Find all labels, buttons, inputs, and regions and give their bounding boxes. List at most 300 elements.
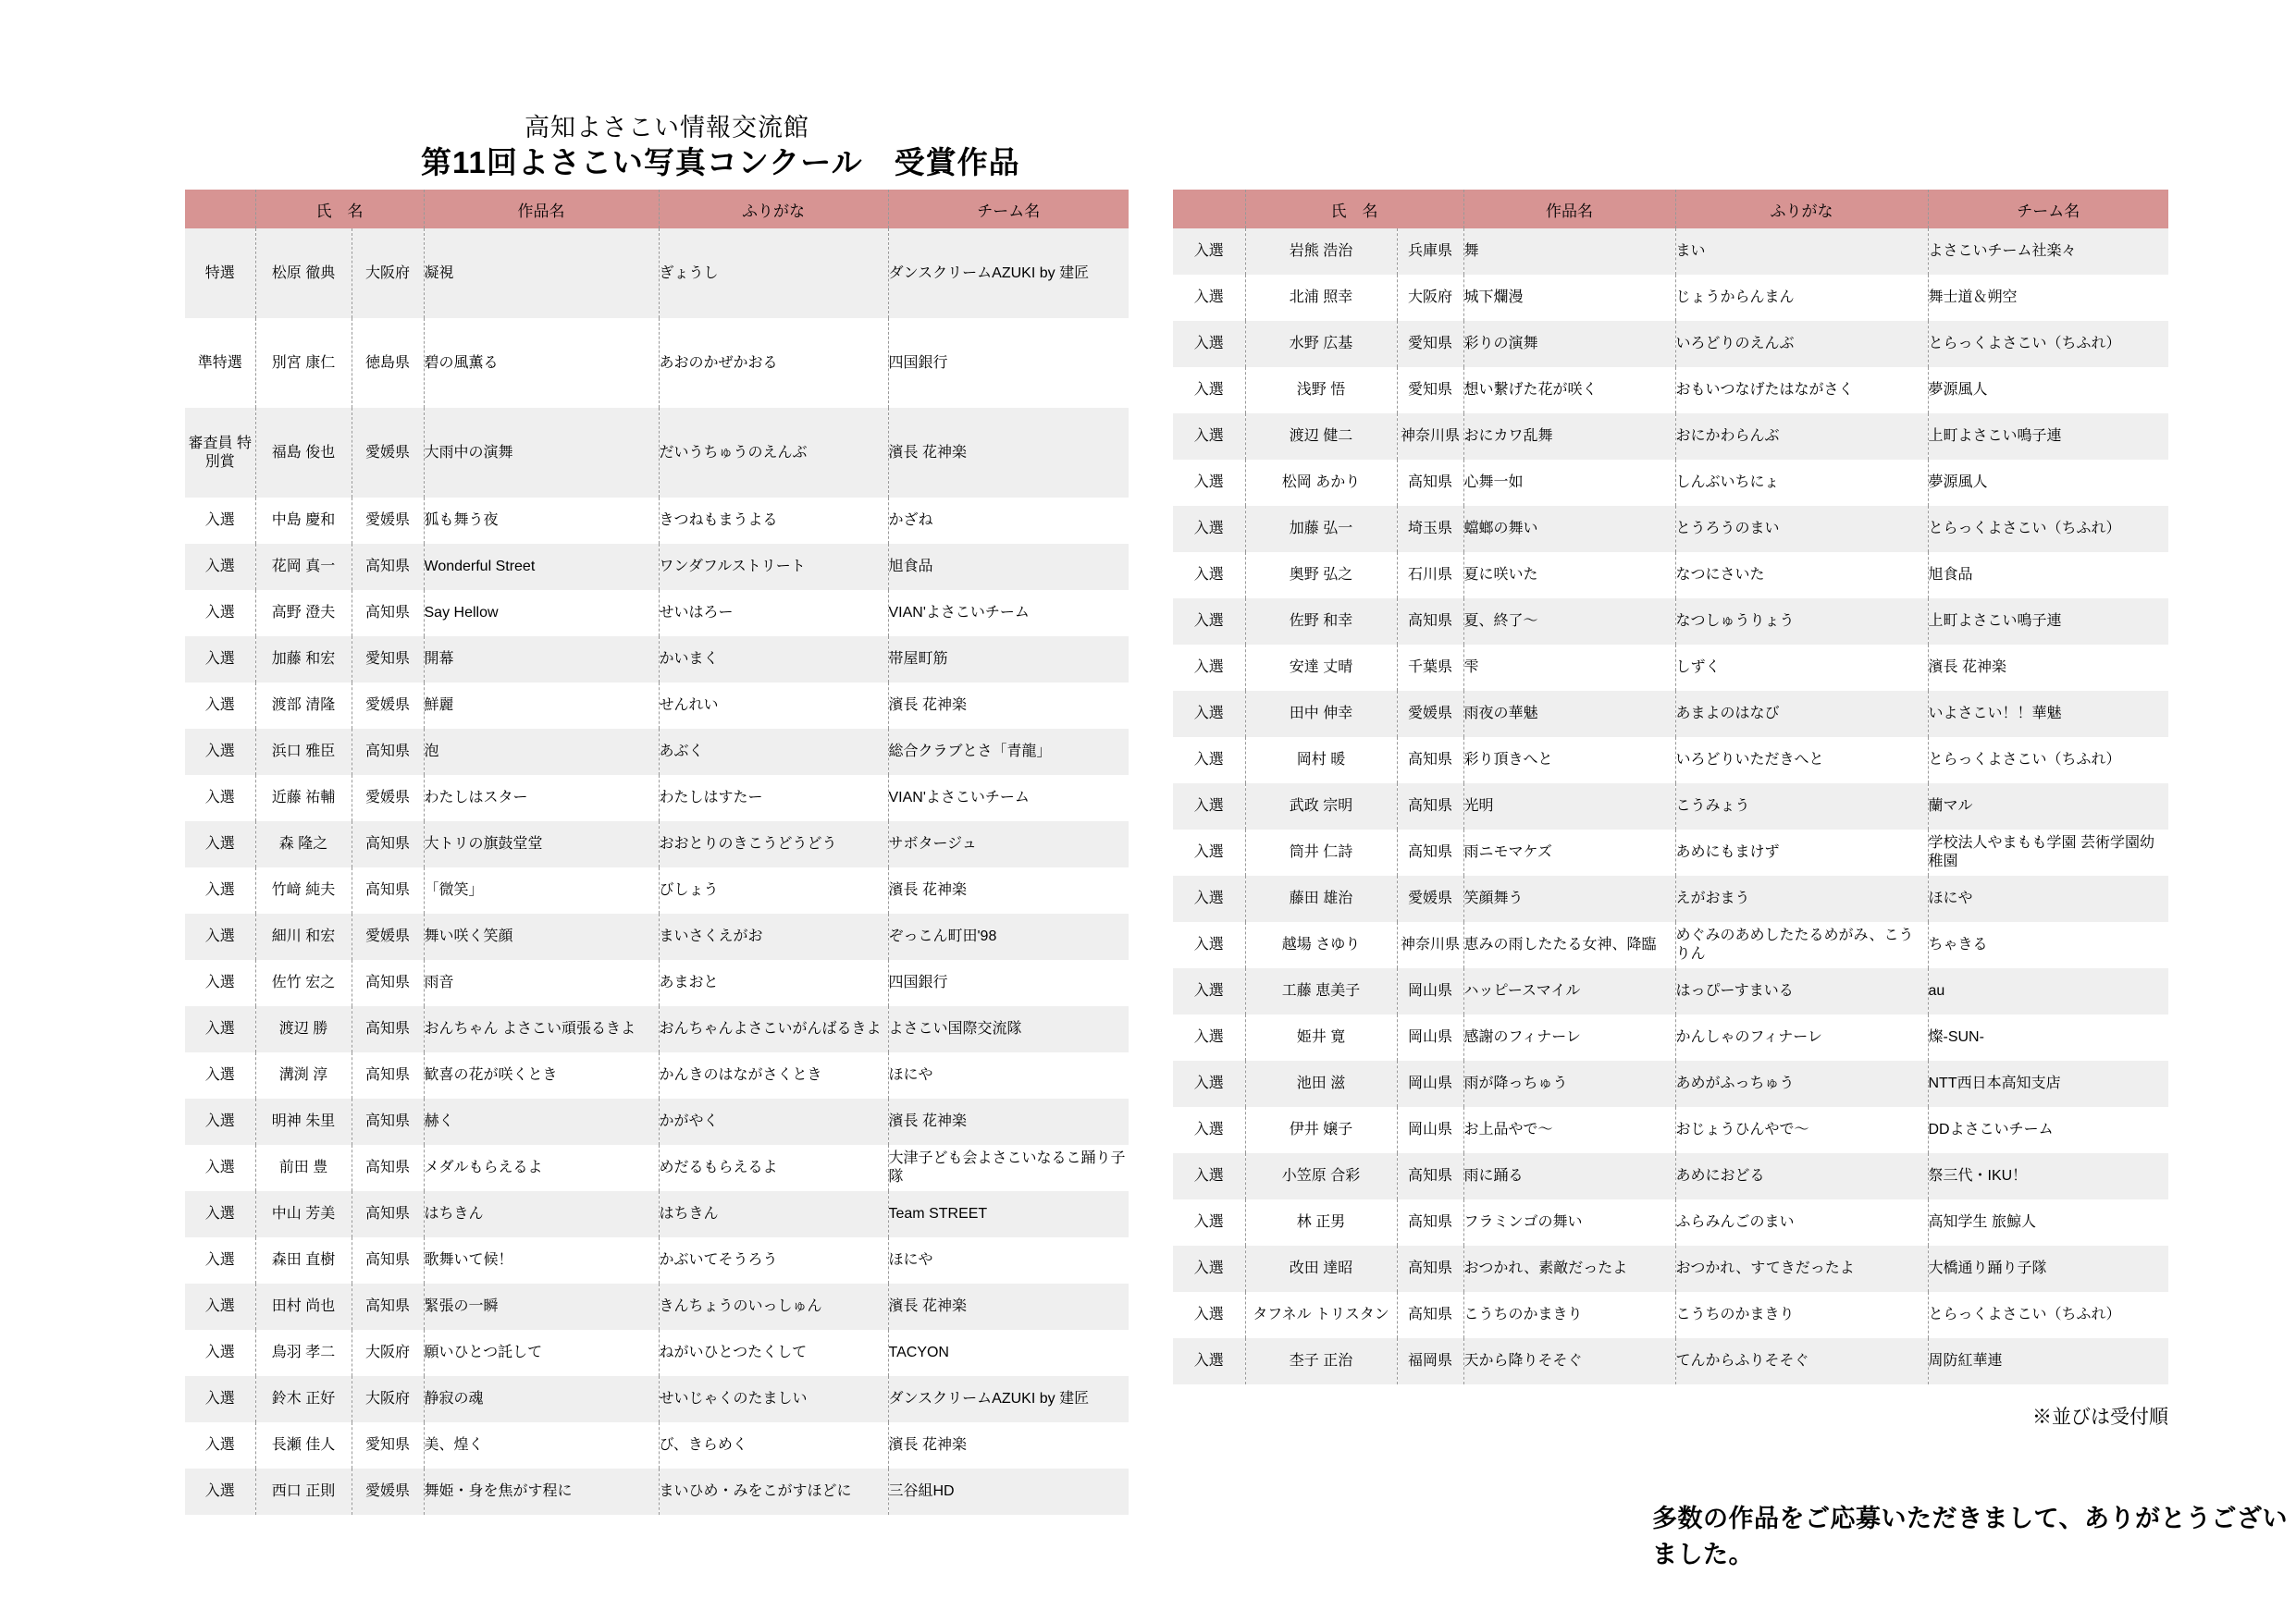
entrant-name-cell: 改田 達昭 <box>1245 1246 1397 1292</box>
entrant-name-cell: 浜口 雅臣 <box>255 729 352 775</box>
entrant-name-cell: 林 正男 <box>1245 1199 1397 1246</box>
furigana-cell: せいじゃくのたましい <box>659 1376 888 1422</box>
table-row <box>1173 922 2168 968</box>
team-name-cell: 旭食品 <box>888 544 1129 590</box>
work-title-cell: 彩りの演舞 <box>1463 321 1675 367</box>
furigana-cell: あまよのはなび <box>1675 691 1928 737</box>
award-cell: 入選 <box>185 960 255 1006</box>
prefecture-cell: 愛媛県 <box>352 1469 424 1515</box>
team-name-cell: とらっくよさこい（ちふれ） <box>1928 321 2168 367</box>
furigana-cell: かいまく <box>659 636 888 682</box>
work-title-cell: 狐も舞う夜 <box>424 498 659 544</box>
award-cell: 入選 <box>1173 1246 1245 1292</box>
furigana-cell: はっぴーすまいる <box>1675 968 1928 1014</box>
table-row <box>185 1191 1129 1237</box>
furigana-cell: あおのかぜかおる <box>659 318 888 408</box>
furigana-cell: おにかわらんぶ <box>1675 413 1928 460</box>
entrant-name-cell: 田村 尚也 <box>255 1284 352 1330</box>
furigana-cell: はちきん <box>659 1191 888 1237</box>
work-title-cell: 雨が降っちゅう <box>1463 1061 1675 1107</box>
award-cell: 入選 <box>1173 1107 1245 1153</box>
entrant-name-cell: 筒井 仁詩 <box>1245 830 1397 876</box>
table-row <box>1173 1107 2168 1153</box>
prefecture-cell: 高知県 <box>352 1237 424 1284</box>
prefecture-cell: 愛知県 <box>352 636 424 682</box>
prefecture-cell: 徳島県 <box>352 318 424 408</box>
award-cell: 入選 <box>185 821 255 867</box>
furigana-cell: まいひめ・みをこがすほどに <box>659 1469 888 1515</box>
work-title-cell: 凝視 <box>424 228 659 318</box>
prefecture-cell: 高知県 <box>352 1191 424 1237</box>
team-name-cell: 旭食品 <box>1928 552 2168 598</box>
entrant-name-cell: 池田 滋 <box>1245 1061 1397 1107</box>
work-title-cell: はちきん <box>424 1191 659 1237</box>
work-title-cell: 赫く <box>424 1099 659 1145</box>
prefecture-cell: 大阪府 <box>352 1376 424 1422</box>
prefecture-cell: 愛知県 <box>1397 367 1463 413</box>
furigana-cell: だいうちゅうのえんぶ <box>659 408 888 498</box>
work-title-cell: 開幕 <box>424 636 659 682</box>
furigana-cell: いろどりいただきへと <box>1675 737 1928 783</box>
kana-column-header: ふりがな <box>659 190 888 228</box>
table-row <box>1173 1199 2168 1246</box>
table-row <box>185 1237 1129 1284</box>
team-name-cell: よさこい国際交流隊 <box>888 1006 1129 1052</box>
prefecture-cell: 愛知県 <box>1397 321 1463 367</box>
entrant-name-cell: 松岡 あかり <box>1245 460 1397 506</box>
table-row <box>1173 460 2168 506</box>
table-row <box>1173 783 2168 830</box>
award-cell: 入選 <box>1173 367 1245 413</box>
award-cell: 入選 <box>1173 691 1245 737</box>
team-name-cell: 燦-SUN- <box>1928 1014 2168 1061</box>
awards-table-left <box>185 190 1129 1515</box>
prefecture-cell: 大阪府 <box>352 1330 424 1376</box>
team-name-cell: 夢源風人 <box>1928 367 2168 413</box>
team-name-cell: VIAN'よさこいチーム <box>888 775 1129 821</box>
prefecture-cell: 愛媛県 <box>1397 691 1463 737</box>
award-cell: 入選 <box>1173 1338 1245 1384</box>
prefecture-cell: 高知県 <box>1397 737 1463 783</box>
team-column-header: チーム名 <box>1928 190 2168 228</box>
work-title-cell: 泡 <box>424 729 659 775</box>
entrant-name-cell: 奥野 弘之 <box>1245 552 1397 598</box>
work-title-cell: わたしはスター <box>424 775 659 821</box>
prefecture-cell: 高知県 <box>1397 1292 1463 1338</box>
furigana-cell: あぶく <box>659 729 888 775</box>
team-name-cell: ダンスクリームAZUKI by 建匠 <box>888 228 1129 318</box>
award-cell: 入選 <box>1173 275 1245 321</box>
furigana-cell: ワンダフルストリート <box>659 544 888 590</box>
award-cell: 入選 <box>1173 460 1245 506</box>
furigana-cell: なつしゅうりょう <box>1675 598 1928 645</box>
entrant-name-cell: 小笠原 合彩 <box>1245 1153 1397 1199</box>
work-title-cell: メダルもらえるよ <box>424 1145 659 1191</box>
team-name-cell: 高知学生 旅鯨人 <box>1928 1199 2168 1246</box>
prefecture-cell: 高知県 <box>352 1052 424 1099</box>
entrant-name-cell: 越場 さゆり <box>1245 922 1397 968</box>
work-title-cell: おつかれ、素敵だったよ <box>1463 1246 1675 1292</box>
entrant-name-cell: 森 隆之 <box>255 821 352 867</box>
work-title-cell: こうちのかまきり <box>1463 1292 1675 1338</box>
prefecture-cell: 高知県 <box>352 960 424 1006</box>
table-row <box>1173 275 2168 321</box>
table-row <box>1173 552 2168 598</box>
furigana-cell: かんきのはながさくとき <box>659 1052 888 1099</box>
team-name-cell: 濱長 花神楽 <box>888 1422 1129 1469</box>
table-row <box>185 318 1129 408</box>
work-title-cell: おにカワ乱舞 <box>1463 413 1675 460</box>
order-note: ※並びは受付順 <box>2032 1407 2168 1428</box>
furigana-cell: かんしゃのフィナーレ <box>1675 1014 1928 1061</box>
prefecture-cell: 千葉県 <box>1397 645 1463 691</box>
table-row <box>185 544 1129 590</box>
entrant-name-cell: 加藤 和宏 <box>255 636 352 682</box>
team-name-cell: よさこいチーム社楽々 <box>1928 228 2168 275</box>
table-row <box>1173 506 2168 552</box>
table-header-row <box>1173 190 2168 228</box>
entrant-name-cell: 渡部 清隆 <box>255 682 352 729</box>
entrant-name-cell: 岩熊 浩治 <box>1245 228 1397 275</box>
work-title-cell: 夏に咲いた <box>1463 552 1675 598</box>
team-name-cell: 濱長 花神楽 <box>888 1099 1129 1145</box>
prefecture-cell: 高知県 <box>1397 783 1463 830</box>
entrant-name-cell: 水野 広基 <box>1245 321 1397 367</box>
work-title-cell: 舞い咲く笑顔 <box>424 914 659 960</box>
prefecture-cell: 高知県 <box>352 1284 424 1330</box>
table-header-row <box>185 190 1129 228</box>
award-column-header <box>1173 190 1245 228</box>
entrant-name-cell: 森田 直樹 <box>255 1237 352 1284</box>
entrant-name-cell: 長瀬 佳人 <box>255 1422 352 1469</box>
work-title-cell: 静寂の魂 <box>424 1376 659 1422</box>
table-row <box>185 1284 1129 1330</box>
prefecture-cell: 岡山県 <box>1397 1107 1463 1153</box>
furigana-cell: てんからふりそそぐ <box>1675 1338 1928 1384</box>
table-row <box>1173 1014 2168 1061</box>
work-column-header: 作品名 <box>424 190 659 228</box>
work-title-cell: Wonderful Street <box>424 544 659 590</box>
furigana-cell: ねがいひとつたくして <box>659 1330 888 1376</box>
prefecture-cell: 高知県 <box>352 729 424 775</box>
entrant-name-cell: 中山 芳美 <box>255 1191 352 1237</box>
furigana-cell: かがやく <box>659 1099 888 1145</box>
work-title-cell: 蟷螂の舞い <box>1463 506 1675 552</box>
team-name-cell: 濱長 花神楽 <box>888 867 1129 914</box>
furigana-cell: あめにもまけず <box>1675 830 1928 876</box>
team-name-cell: 四国銀行 <box>888 960 1129 1006</box>
award-cell: 入選 <box>185 914 255 960</box>
team-name-cell: DDよさこいチーム <box>1928 1107 2168 1153</box>
furigana-cell: めぐみのあめしたたるめがみ、こうりん <box>1675 922 1928 968</box>
entrant-name-cell: 中島 慶和 <box>255 498 352 544</box>
award-cell: 入選 <box>1173 321 1245 367</box>
table-row <box>1173 1292 2168 1338</box>
furigana-cell: びしょう <box>659 867 888 914</box>
prefecture-cell: 高知県 <box>352 1145 424 1191</box>
name-column-header: 氏 名 <box>1245 190 1463 228</box>
work-title-cell: おんちゃん よさこい頑張るきよ <box>424 1006 659 1052</box>
table-row <box>185 867 1129 914</box>
entrant-name-cell: 佐竹 宏之 <box>255 960 352 1006</box>
team-name-cell: 上町よさこい鳴子連 <box>1928 598 2168 645</box>
table-row <box>1173 737 2168 783</box>
work-title-cell: 城下爛漫 <box>1463 275 1675 321</box>
work-title-cell: 碧の風薫る <box>424 318 659 408</box>
work-title-cell: 鮮麗 <box>424 682 659 729</box>
award-cell: 入選 <box>185 590 255 636</box>
table-row <box>185 636 1129 682</box>
prefecture-cell: 兵庫県 <box>1397 228 1463 275</box>
team-name-cell: ほにや <box>888 1237 1129 1284</box>
team-name-cell: TACYON <box>888 1330 1129 1376</box>
award-cell: 入選 <box>185 1145 255 1191</box>
award-cell: 入選 <box>185 775 255 821</box>
team-name-cell: au <box>1928 968 2168 1014</box>
entrant-name-cell: 福島 俊也 <box>255 408 352 498</box>
table-row <box>185 1330 1129 1376</box>
table-row <box>1173 1246 2168 1292</box>
furigana-cell: あまおと <box>659 960 888 1006</box>
table-row <box>185 1422 1129 1469</box>
table-row <box>185 1099 1129 1145</box>
entrant-name-cell: 杢子 正治 <box>1245 1338 1397 1384</box>
furigana-cell: ぎょうし <box>659 228 888 318</box>
prefecture-cell: 高知県 <box>352 1099 424 1145</box>
entrant-name-cell: 明神 朱里 <box>255 1099 352 1145</box>
work-title-cell: 「微笑」 <box>424 867 659 914</box>
prefecture-cell: 高知県 <box>352 544 424 590</box>
prefecture-cell: 大阪府 <box>352 228 424 318</box>
award-cell: 入選 <box>185 1237 255 1284</box>
team-name-cell: 濱長 花神楽 <box>888 1284 1129 1330</box>
team-name-cell: ダンスクリームAZUKI by 建匠 <box>888 1376 1129 1422</box>
team-name-cell: 濱長 花神楽 <box>888 408 1129 498</box>
work-title-cell: 舞姫・身を焦がす程に <box>424 1469 659 1515</box>
kana-column-header: ふりがな <box>1675 190 1928 228</box>
team-name-cell: 大津子ども会よさこいなるこ踊り子隊 <box>888 1145 1129 1191</box>
prefecture-cell: 岡山県 <box>1397 1061 1463 1107</box>
team-name-cell: VIAN'よさこいチーム <box>888 590 1129 636</box>
prefecture-cell: 愛媛県 <box>1397 876 1463 922</box>
prefecture-cell: 愛媛県 <box>352 408 424 498</box>
furigana-cell: せんれい <box>659 682 888 729</box>
furigana-cell: しんぶいちにょ <box>1675 460 1928 506</box>
team-name-cell: 夢源風人 <box>1928 460 2168 506</box>
prefecture-cell: 石川県 <box>1397 552 1463 598</box>
entrant-name-cell: 伊井 嬢子 <box>1245 1107 1397 1153</box>
entrant-name-cell: 鳥羽 孝二 <box>255 1330 352 1376</box>
award-cell: 入選 <box>1173 228 1245 275</box>
award-cell: 入選 <box>1173 876 1245 922</box>
table-row <box>185 682 1129 729</box>
name-column-header: 氏 名 <box>255 190 424 228</box>
work-title-cell: 歓喜の花が咲くとき <box>424 1052 659 1099</box>
entrant-name-cell: 西口 正則 <box>255 1469 352 1515</box>
prefecture-cell: 高知県 <box>1397 1153 1463 1199</box>
furigana-cell: とうろうのまい <box>1675 506 1928 552</box>
thanks-message: 多数の作品をご応募いただきまして、ありがとうございました。 <box>1652 1505 2288 1568</box>
prefecture-cell: 岡山県 <box>1397 1014 1463 1061</box>
table-row <box>185 914 1129 960</box>
table-row <box>185 1006 1129 1052</box>
award-cell: 入選 <box>185 1330 255 1376</box>
team-name-cell: NTT西日本高知支店 <box>1928 1061 2168 1107</box>
team-name-cell: 学校法人やまもも学園 芸術学園幼稚園 <box>1928 830 2168 876</box>
furigana-cell: び、きらめく <box>659 1422 888 1469</box>
team-name-cell: 舞士道＆朔空 <box>1928 275 2168 321</box>
work-title-cell: お上品やで～ <box>1463 1107 1675 1153</box>
furigana-cell: じょうからんまん <box>1675 275 1928 321</box>
furigana-cell: かぶいてそうろう <box>659 1237 888 1284</box>
prefecture-cell: 愛媛県 <box>352 498 424 544</box>
prefecture-cell: 大阪府 <box>1397 275 1463 321</box>
team-name-cell: ほにや <box>888 1052 1129 1099</box>
site-label: 高知よさこい情報交流館 <box>525 114 809 141</box>
furigana-cell: まい <box>1675 228 1928 275</box>
award-cell: 入選 <box>185 682 255 729</box>
team-name-cell: いよさこい！！華魅 <box>1928 691 2168 737</box>
table-row <box>1173 968 2168 1014</box>
prefecture-cell: 高知県 <box>352 867 424 914</box>
prefecture-cell: 福岡県 <box>1397 1338 1463 1384</box>
team-name-cell: 祭三代・IKU！ <box>1928 1153 2168 1199</box>
table-row <box>185 590 1129 636</box>
award-cell: 入選 <box>185 1099 255 1145</box>
table-row <box>185 498 1129 544</box>
prefecture-cell: 神奈川県 <box>1397 922 1463 968</box>
entrant-name-cell: 武政 宗明 <box>1245 783 1397 830</box>
table-row <box>1173 1338 2168 1384</box>
entrant-name-cell: 松原 徹典 <box>255 228 352 318</box>
entrant-name-cell: 竹﨑 純夫 <box>255 867 352 914</box>
prefecture-cell: 高知県 <box>1397 1199 1463 1246</box>
team-name-cell: かざね <box>888 498 1129 544</box>
entrant-name-cell: 安達 丈晴 <box>1245 645 1397 691</box>
award-cell: 入選 <box>185 1006 255 1052</box>
table-row <box>185 1469 1129 1515</box>
entrant-name-cell: 佐野 和幸 <box>1245 598 1397 645</box>
team-name-cell: 濱長 花神楽 <box>888 682 1129 729</box>
prefecture-cell: 愛媛県 <box>352 914 424 960</box>
team-name-cell: ぞっこん町田'98 <box>888 914 1129 960</box>
entrant-name-cell: 浅野 悟 <box>1245 367 1397 413</box>
entrant-name-cell: 渡辺 勝 <box>255 1006 352 1052</box>
table-row <box>185 729 1129 775</box>
award-cell: 特選 <box>185 228 255 318</box>
prefecture-cell: 愛媛県 <box>352 682 424 729</box>
work-title-cell: 緊張の一瞬 <box>424 1284 659 1330</box>
entrant-name-cell: 加藤 弘一 <box>1245 506 1397 552</box>
furigana-cell: おつかれ、すてきだったよ <box>1675 1246 1928 1292</box>
table-row <box>1173 321 2168 367</box>
prefecture-cell: 埼玉県 <box>1397 506 1463 552</box>
work-title-cell: 天から降りそそぐ <box>1463 1338 1675 1384</box>
team-name-cell: 四国銀行 <box>888 318 1129 408</box>
award-cell: 入選 <box>1173 506 1245 552</box>
award-cell: 入選 <box>185 729 255 775</box>
work-title-cell: 美、煌く <box>424 1422 659 1469</box>
award-cell: 入選 <box>1173 737 1245 783</box>
work-title-cell: 雨音 <box>424 960 659 1006</box>
table-row <box>185 821 1129 867</box>
team-name-cell: 帯屋町筋 <box>888 636 1129 682</box>
work-title-cell: 心舞一如 <box>1463 460 1675 506</box>
table-row <box>185 408 1129 498</box>
team-name-cell: 濱長 花神楽 <box>1928 645 2168 691</box>
team-name-cell: 上町よさこい鳴子連 <box>1928 413 2168 460</box>
award-cell: 入選 <box>1173 413 1245 460</box>
entrant-name-cell: 別宮 康仁 <box>255 318 352 408</box>
entrant-name-cell: 工藤 恵美子 <box>1245 968 1397 1014</box>
table-row <box>1173 1153 2168 1199</box>
table-row <box>1173 598 2168 645</box>
award-cell: 入選 <box>1173 1292 1245 1338</box>
furigana-cell: あめにおどる <box>1675 1153 1928 1199</box>
entrant-name-cell: 細川 和宏 <box>255 914 352 960</box>
table-row <box>185 1052 1129 1099</box>
work-column-header: 作品名 <box>1463 190 1675 228</box>
team-name-cell: Team STREET <box>888 1191 1129 1237</box>
prefecture-cell: 愛知県 <box>352 1422 424 1469</box>
prefecture-cell: 高知県 <box>1397 830 1463 876</box>
prefecture-cell: 神奈川県 <box>1397 413 1463 460</box>
award-cell: 入選 <box>185 1376 255 1422</box>
table-row <box>185 960 1129 1006</box>
prefecture-cell: 高知県 <box>1397 1246 1463 1292</box>
prefecture-cell: 高知県 <box>352 1006 424 1052</box>
table-row <box>185 1145 1129 1191</box>
award-cell: 審査員 特別賞 <box>185 408 255 498</box>
work-title-cell: 想い繋げた花が咲く <box>1463 367 1675 413</box>
team-column-header: チーム名 <box>888 190 1129 228</box>
work-title-cell: 光明 <box>1463 783 1675 830</box>
entrant-name-cell: 前田 豊 <box>255 1145 352 1191</box>
award-cell: 入選 <box>185 544 255 590</box>
table-row <box>1173 367 2168 413</box>
table-row <box>185 775 1129 821</box>
table-row <box>185 1376 1129 1422</box>
award-cell: 入選 <box>185 498 255 544</box>
award-column-header <box>185 190 255 228</box>
furigana-cell: めだるもらえるよ <box>659 1145 888 1191</box>
awards-table-right <box>1173 190 2168 1384</box>
work-title-cell: Say Hellow <box>424 590 659 636</box>
team-name-cell: 周防紅華連 <box>1928 1338 2168 1384</box>
entrant-name-cell: 姫井 寛 <box>1245 1014 1397 1061</box>
work-title-cell: 雨ニモマケズ <box>1463 830 1675 876</box>
work-title-cell: 雨に踊る <box>1463 1153 1675 1199</box>
award-cell: 入選 <box>185 1469 255 1515</box>
award-cell: 入選 <box>185 867 255 914</box>
prefecture-cell: 高知県 <box>1397 460 1463 506</box>
award-cell: 入選 <box>1173 968 1245 1014</box>
award-cell: 入選 <box>1173 830 1245 876</box>
furigana-cell: おおとりのきこうどうどう <box>659 821 888 867</box>
entrant-name-cell: 近藤 祐輔 <box>255 775 352 821</box>
work-title-cell: フラミンゴの舞い <box>1463 1199 1675 1246</box>
work-title-cell: 感謝のフィナーレ <box>1463 1014 1675 1061</box>
work-title-cell: 夏、終了～ <box>1463 598 1675 645</box>
furigana-cell: きつねもまうよる <box>659 498 888 544</box>
table-row <box>1173 1061 2168 1107</box>
award-cell: 入選 <box>1173 922 1245 968</box>
prefecture-cell: 高知県 <box>1397 598 1463 645</box>
entrant-name-cell: 藤田 雄治 <box>1245 876 1397 922</box>
work-title-cell: 舞 <box>1463 228 1675 275</box>
entrant-name-cell: タフネル トリスタン <box>1245 1292 1397 1338</box>
furigana-cell: おんちゃんよさこいがんばるきよ <box>659 1006 888 1052</box>
